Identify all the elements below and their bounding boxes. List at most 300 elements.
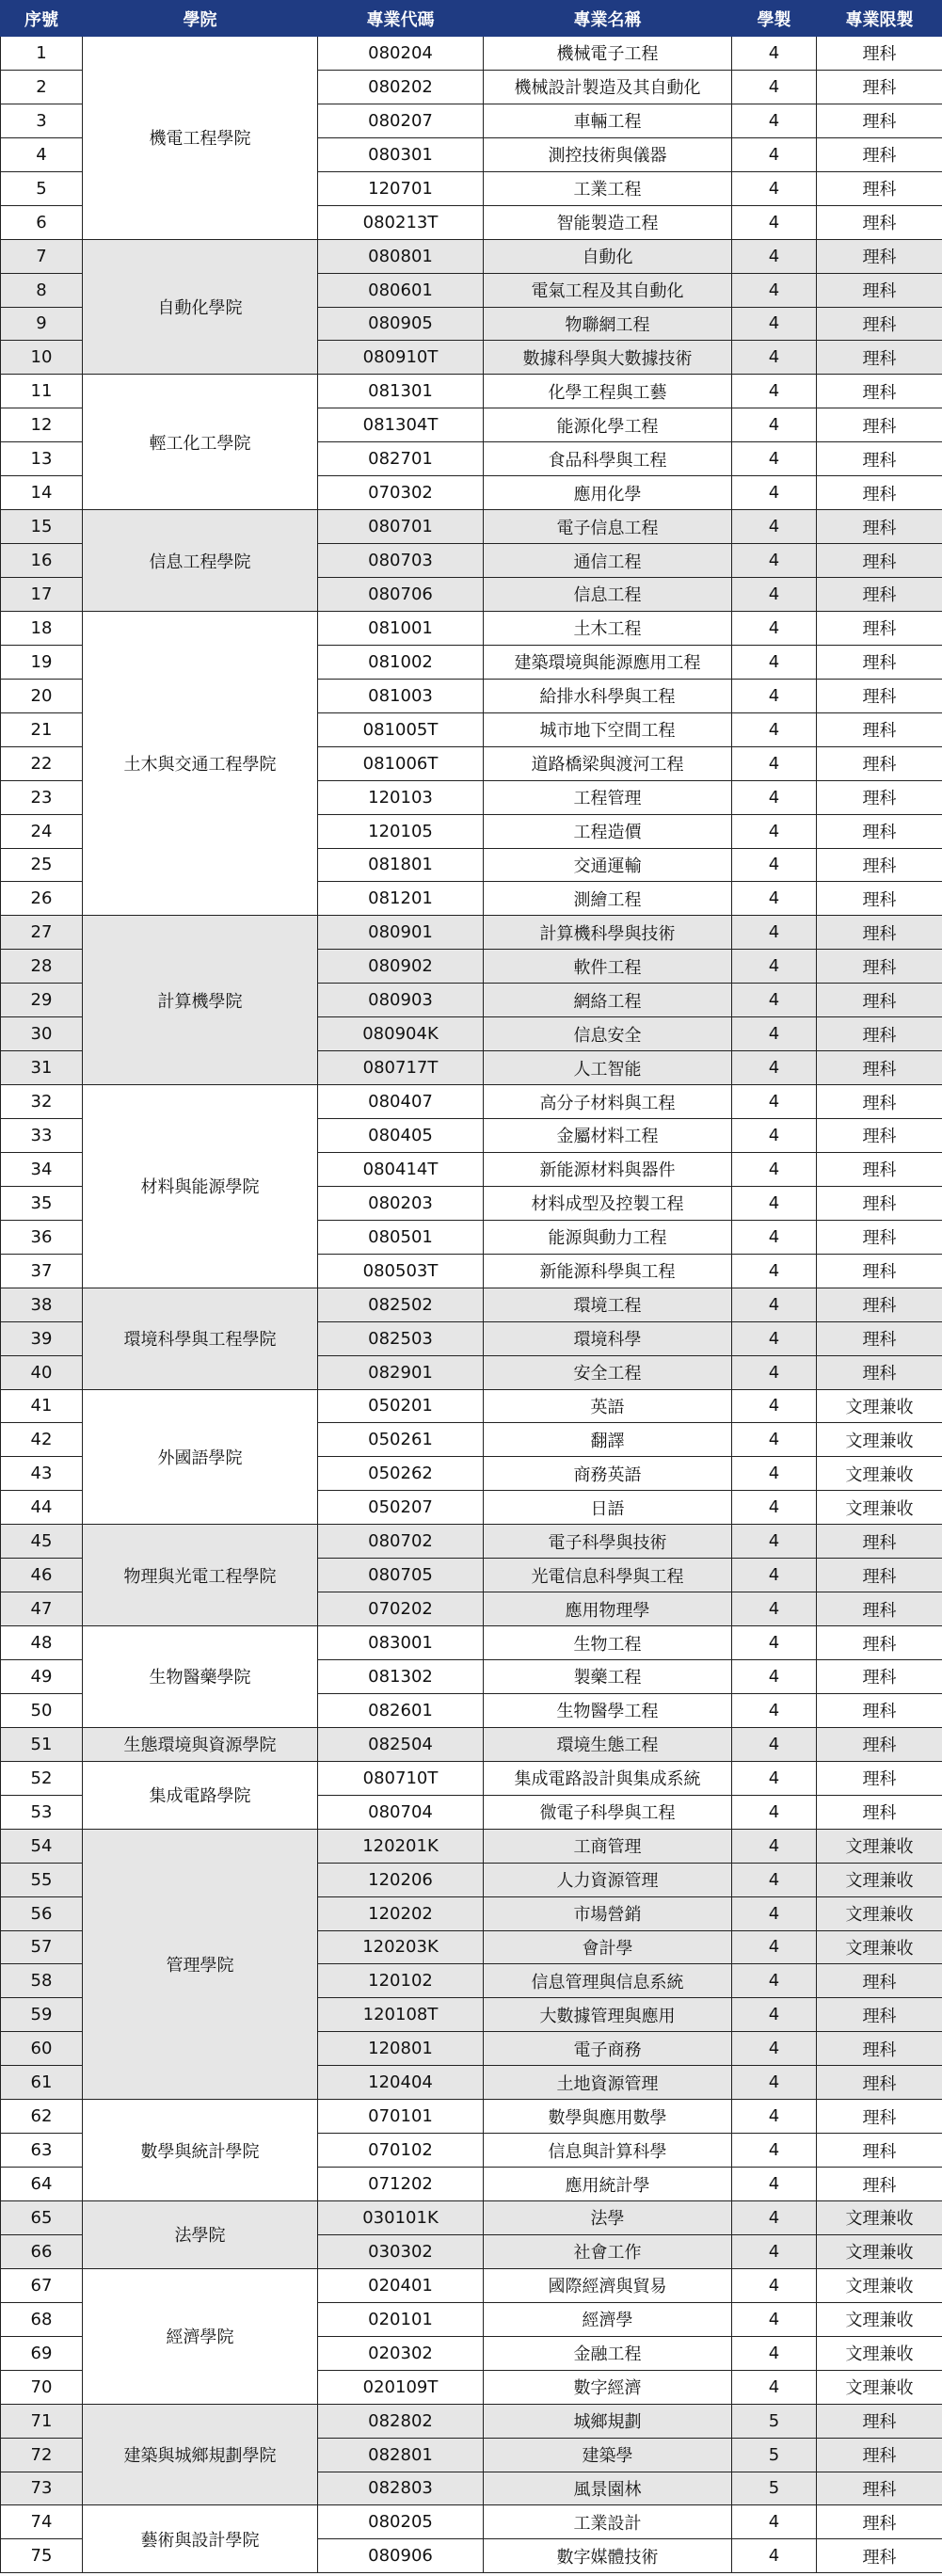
major-code: 080601 bbox=[318, 273, 484, 307]
table-row bbox=[1, 1761, 942, 1795]
major-code: 081201 bbox=[318, 882, 484, 916]
major-name: 應用統計學 bbox=[484, 2168, 732, 2201]
row-index: 16 bbox=[1, 544, 83, 578]
table-row bbox=[1, 2201, 942, 2235]
major-name: 市場營銷 bbox=[484, 1896, 732, 1930]
major-name: 集成電路設計與集成系統 bbox=[484, 1761, 732, 1795]
major-duration: 4 bbox=[732, 442, 817, 476]
major-restriction: 理科 bbox=[817, 679, 942, 712]
major-name: 物聯網工程 bbox=[484, 307, 732, 341]
college-name: 建築與城鄉規劃學院 bbox=[123, 2446, 277, 2467]
major-duration: 4 bbox=[732, 70, 817, 104]
major-code: 082802 bbox=[318, 2404, 484, 2438]
row-index: 21 bbox=[1, 712, 83, 746]
college-cell bbox=[83, 1727, 318, 1761]
college-name: 機電工程學院 bbox=[149, 129, 251, 150]
major-duration: 4 bbox=[732, 273, 817, 307]
major-duration: 4 bbox=[732, 1559, 817, 1592]
major-restriction: 理科 bbox=[817, 645, 942, 679]
major-code: 081302 bbox=[318, 1660, 484, 1694]
major-restriction: 理科 bbox=[817, 712, 942, 746]
major-name: 能源化學工程 bbox=[484, 408, 732, 442]
major-name: 光電信息科學與工程 bbox=[484, 1559, 732, 1592]
major-duration: 4 bbox=[732, 2234, 817, 2268]
row-index: 73 bbox=[1, 2472, 83, 2505]
row-index: 28 bbox=[1, 950, 83, 984]
major-name: 電氣工程及其自動化 bbox=[484, 273, 732, 307]
row-index: 74 bbox=[1, 2505, 83, 2539]
major-code: 120108T bbox=[318, 1998, 484, 2032]
table-row bbox=[1, 1626, 942, 1660]
row-index: 54 bbox=[1, 1829, 83, 1863]
row-index: 29 bbox=[1, 984, 83, 1017]
row-index: 4 bbox=[1, 137, 83, 171]
major-name: 電子科學與技術 bbox=[484, 1525, 732, 1559]
row-index: 6 bbox=[1, 205, 83, 239]
row-index: 32 bbox=[1, 1085, 83, 1119]
major-duration: 4 bbox=[732, 205, 817, 239]
row-index: 48 bbox=[1, 1626, 83, 1660]
major-restriction: 理科 bbox=[817, 510, 942, 544]
major-duration: 5 bbox=[732, 2404, 817, 2438]
major-duration: 4 bbox=[732, 2168, 817, 2201]
major-duration: 4 bbox=[732, 1321, 817, 1355]
major-code: 081001 bbox=[318, 611, 484, 645]
major-duration: 4 bbox=[732, 1998, 817, 2032]
major-code: 080204 bbox=[318, 37, 484, 71]
major-restriction: 理科 bbox=[817, 1288, 942, 1321]
major-code: 082502 bbox=[318, 1288, 484, 1321]
major-duration: 4 bbox=[732, 950, 817, 984]
college-name: 環境科學與工程學院 bbox=[123, 1330, 277, 1351]
major-name: 製藥工程 bbox=[484, 1660, 732, 1694]
college-cell bbox=[83, 37, 318, 240]
row-index: 30 bbox=[1, 1017, 83, 1051]
major-name: 風景園林 bbox=[484, 2472, 732, 2505]
college-cell bbox=[83, 1288, 318, 1389]
major-name: 安全工程 bbox=[484, 1355, 732, 1389]
major-duration: 4 bbox=[732, 1220, 817, 1254]
major-duration: 4 bbox=[732, 1288, 817, 1321]
major-restriction: 理科 bbox=[817, 1525, 942, 1559]
major-restriction: 理科 bbox=[817, 2438, 942, 2472]
major-duration: 4 bbox=[732, 2201, 817, 2235]
row-index: 36 bbox=[1, 1220, 83, 1254]
row-index: 63 bbox=[1, 2134, 83, 2168]
row-index: 72 bbox=[1, 2438, 83, 2472]
major-duration: 4 bbox=[732, 408, 817, 442]
row-index: 64 bbox=[1, 2168, 83, 2201]
table-row bbox=[1, 1288, 942, 1321]
major-restriction: 理科 bbox=[817, 1017, 942, 1051]
major-restriction: 理科 bbox=[817, 273, 942, 307]
major-restriction: 理科 bbox=[817, 2066, 942, 2100]
college-name: 材料與能源學院 bbox=[140, 1177, 260, 1198]
major-name: 軟件工程 bbox=[484, 950, 732, 984]
major-restriction: 文理兼收 bbox=[817, 2370, 942, 2404]
college-name: 經濟學院 bbox=[166, 2328, 234, 2348]
major-duration: 4 bbox=[732, 578, 817, 612]
row-index: 52 bbox=[1, 1761, 83, 1795]
major-restriction: 理科 bbox=[817, 2539, 942, 2573]
major-name: 人力資源管理 bbox=[484, 1863, 732, 1896]
row-index: 44 bbox=[1, 1491, 83, 1525]
major-code: 080801 bbox=[318, 239, 484, 273]
major-restriction: 理科 bbox=[817, 476, 942, 510]
row-index: 46 bbox=[1, 1559, 83, 1592]
major-code: 080710T bbox=[318, 1761, 484, 1795]
major-name: 通信工程 bbox=[484, 544, 732, 578]
major-code: 080202 bbox=[318, 70, 484, 104]
major-restriction: 理科 bbox=[817, 1592, 942, 1626]
major-name: 土木工程 bbox=[484, 611, 732, 645]
major-restriction: 理科 bbox=[817, 37, 942, 71]
major-name: 建築學 bbox=[484, 2438, 732, 2472]
row-index: 25 bbox=[1, 848, 83, 882]
row-index: 53 bbox=[1, 1795, 83, 1829]
major-restriction: 理科 bbox=[817, 1559, 942, 1592]
row-index: 11 bbox=[1, 375, 83, 408]
row-index: 22 bbox=[1, 746, 83, 780]
college-cell bbox=[83, 1761, 318, 1829]
row-index: 20 bbox=[1, 679, 83, 712]
row-index: 7 bbox=[1, 239, 83, 273]
row-index: 59 bbox=[1, 1998, 83, 2032]
major-duration: 4 bbox=[732, 2539, 817, 2573]
row-index: 69 bbox=[1, 2336, 83, 2370]
college-name: 集成電路學院 bbox=[149, 1786, 251, 1807]
college-name: 數學與統計學院 bbox=[140, 2141, 260, 2162]
table-body bbox=[1, 37, 942, 2573]
row-index: 18 bbox=[1, 611, 83, 645]
major-code: 120801 bbox=[318, 2032, 484, 2066]
college-cell bbox=[83, 239, 318, 375]
major-code: 030101K bbox=[318, 2201, 484, 2235]
major-code: 070202 bbox=[318, 1592, 484, 1626]
major-name: 工程造價 bbox=[484, 814, 732, 848]
major-restriction: 文理兼收 bbox=[817, 1457, 942, 1491]
major-restriction: 理科 bbox=[817, 408, 942, 442]
major-name: 機械設計製造及其自動化 bbox=[484, 70, 732, 104]
major-restriction: 理科 bbox=[817, 1761, 942, 1795]
major-duration: 4 bbox=[732, 171, 817, 205]
major-name: 測繪工程 bbox=[484, 882, 732, 916]
major-name: 化學工程與工藝 bbox=[484, 375, 732, 408]
major-restriction: 理科 bbox=[817, 1254, 942, 1288]
major-duration: 4 bbox=[732, 1389, 817, 1423]
major-code: 050207 bbox=[318, 1491, 484, 1525]
major-name: 金融工程 bbox=[484, 2336, 732, 2370]
major-name: 金屬材料工程 bbox=[484, 1119, 732, 1153]
row-index: 49 bbox=[1, 1660, 83, 1694]
major-code: 050262 bbox=[318, 1457, 484, 1491]
row-index: 43 bbox=[1, 1457, 83, 1491]
major-code: 082503 bbox=[318, 1321, 484, 1355]
major-name: 信息與計算科學 bbox=[484, 2134, 732, 2168]
college-cell bbox=[83, 2268, 318, 2404]
major-name: 國際經濟與貿易 bbox=[484, 2268, 732, 2302]
college-name: 法學院 bbox=[174, 2226, 226, 2247]
major-code: 120105 bbox=[318, 814, 484, 848]
row-index: 8 bbox=[1, 273, 83, 307]
row-index: 42 bbox=[1, 1423, 83, 1457]
major-restriction: 理科 bbox=[817, 1051, 942, 1085]
college-cell bbox=[83, 1389, 318, 1525]
major-code: 080407 bbox=[318, 1085, 484, 1119]
major-duration: 4 bbox=[732, 1829, 817, 1863]
table-row bbox=[1, 1525, 942, 1559]
major-name: 工業工程 bbox=[484, 171, 732, 205]
major-name: 環境工程 bbox=[484, 1288, 732, 1321]
row-index: 35 bbox=[1, 1186, 83, 1220]
header-college: 學院 bbox=[83, 1, 318, 37]
major-restriction: 文理兼收 bbox=[817, 1829, 942, 1863]
major-duration: 4 bbox=[732, 916, 817, 950]
major-restriction: 理科 bbox=[817, 442, 942, 476]
major-duration: 4 bbox=[732, 1761, 817, 1795]
major-name: 環境科學 bbox=[484, 1321, 732, 1355]
college-cell bbox=[83, 1829, 318, 2100]
major-duration: 4 bbox=[732, 1863, 817, 1896]
college-name: 計算機學院 bbox=[157, 991, 243, 1012]
row-index: 24 bbox=[1, 814, 83, 848]
major-restriction: 文理兼收 bbox=[817, 1491, 942, 1525]
row-index: 34 bbox=[1, 1152, 83, 1186]
major-duration: 4 bbox=[732, 544, 817, 578]
major-restriction: 文理兼收 bbox=[817, 1863, 942, 1896]
major-code: 120103 bbox=[318, 780, 484, 814]
major-name: 信息工程 bbox=[484, 578, 732, 612]
major-code: 080405 bbox=[318, 1119, 484, 1153]
college-name: 外國語學院 bbox=[157, 1448, 243, 1468]
major-code: 082601 bbox=[318, 1693, 484, 1727]
major-duration: 4 bbox=[732, 984, 817, 1017]
major-code: 080904K bbox=[318, 1017, 484, 1051]
college-cell bbox=[83, 375, 318, 510]
major-restriction: 文理兼收 bbox=[817, 1896, 942, 1930]
row-index: 3 bbox=[1, 104, 83, 137]
major-duration: 5 bbox=[732, 2472, 817, 2505]
major-duration: 4 bbox=[732, 2134, 817, 2168]
major-restriction: 理科 bbox=[817, 1964, 942, 1998]
major-name: 車輛工程 bbox=[484, 104, 732, 137]
major-duration: 4 bbox=[732, 341, 817, 375]
major-duration: 4 bbox=[732, 1119, 817, 1153]
major-duration: 4 bbox=[732, 1592, 817, 1626]
college-name: 生態環境與資源學院 bbox=[123, 1736, 277, 1756]
major-restriction: 理科 bbox=[817, 2505, 942, 2539]
major-code: 080207 bbox=[318, 104, 484, 137]
major-duration: 4 bbox=[732, 1660, 817, 1694]
major-code: 050201 bbox=[318, 1389, 484, 1423]
major-name: 工商管理 bbox=[484, 1829, 732, 1863]
major-restriction: 文理兼收 bbox=[817, 2201, 942, 2235]
major-code: 080703 bbox=[318, 544, 484, 578]
major-code: 080902 bbox=[318, 950, 484, 984]
major-restriction: 理科 bbox=[817, 1152, 942, 1186]
major-code: 080205 bbox=[318, 2505, 484, 2539]
table-row bbox=[1, 916, 942, 950]
major-restriction: 理科 bbox=[817, 1220, 942, 1254]
major-name: 給排水科學與工程 bbox=[484, 679, 732, 712]
table-header bbox=[1, 1, 942, 37]
major-code: 081005T bbox=[318, 712, 484, 746]
major-name: 應用化學 bbox=[484, 476, 732, 510]
row-index: 1 bbox=[1, 37, 83, 71]
major-name: 日語 bbox=[484, 1491, 732, 1525]
major-duration: 4 bbox=[732, 137, 817, 171]
major-duration: 4 bbox=[732, 2336, 817, 2370]
major-name: 機械電子工程 bbox=[484, 37, 732, 71]
college-cell bbox=[83, 916, 318, 1085]
row-index: 33 bbox=[1, 1119, 83, 1153]
row-index: 60 bbox=[1, 2032, 83, 2066]
major-restriction: 理科 bbox=[817, 1626, 942, 1660]
major-restriction: 理科 bbox=[817, 1998, 942, 2032]
header-major-code: 專業代碼 bbox=[318, 1, 484, 37]
row-index: 2 bbox=[1, 70, 83, 104]
table-row bbox=[1, 1829, 942, 1863]
major-name: 應用物理學 bbox=[484, 1592, 732, 1626]
row-index: 57 bbox=[1, 1930, 83, 1964]
major-code: 080706 bbox=[318, 578, 484, 612]
major-code: 080705 bbox=[318, 1559, 484, 1592]
header-restriction: 專業限製 bbox=[817, 1, 942, 37]
major-restriction: 理科 bbox=[817, 1727, 942, 1761]
row-index: 13 bbox=[1, 442, 83, 476]
major-code: 030302 bbox=[318, 2234, 484, 2268]
college-cell bbox=[83, 1525, 318, 1626]
major-restriction: 文理兼收 bbox=[817, 2336, 942, 2370]
major-restriction: 理科 bbox=[817, 746, 942, 780]
major-duration: 4 bbox=[732, 307, 817, 341]
table-row bbox=[1, 1727, 942, 1761]
major-name: 交通運輸 bbox=[484, 848, 732, 882]
major-name: 微電子科學與工程 bbox=[484, 1795, 732, 1829]
major-name: 測控技術與儀器 bbox=[484, 137, 732, 171]
row-index: 70 bbox=[1, 2370, 83, 2404]
college-name: 物理與光電工程學院 bbox=[123, 1566, 277, 1587]
major-duration: 4 bbox=[732, 375, 817, 408]
major-restriction: 理科 bbox=[817, 2134, 942, 2168]
table-row bbox=[1, 611, 942, 645]
college-name: 土木與交通工程學院 bbox=[123, 755, 277, 776]
major-restriction: 理科 bbox=[817, 171, 942, 205]
major-code: 050261 bbox=[318, 1423, 484, 1457]
major-restriction: 文理兼收 bbox=[817, 1930, 942, 1964]
major-code: 081006T bbox=[318, 746, 484, 780]
major-duration: 4 bbox=[732, 2370, 817, 2404]
major-code: 080414T bbox=[318, 1152, 484, 1186]
major-code: 082901 bbox=[318, 1355, 484, 1389]
major-duration: 4 bbox=[732, 1896, 817, 1930]
major-code: 080901 bbox=[318, 916, 484, 950]
major-duration: 4 bbox=[732, 1355, 817, 1389]
major-duration: 5 bbox=[732, 2438, 817, 2472]
major-duration: 4 bbox=[732, 2505, 817, 2539]
major-name: 翻譯 bbox=[484, 1423, 732, 1457]
major-name: 人工智能 bbox=[484, 1051, 732, 1085]
row-index: 27 bbox=[1, 916, 83, 950]
row-index: 68 bbox=[1, 2302, 83, 2336]
major-restriction: 理科 bbox=[817, 1321, 942, 1355]
major-name: 信息管理與信息系統 bbox=[484, 1964, 732, 1998]
major-code: 080704 bbox=[318, 1795, 484, 1829]
row-index: 31 bbox=[1, 1051, 83, 1085]
major-duration: 4 bbox=[732, 882, 817, 916]
row-index: 39 bbox=[1, 1321, 83, 1355]
major-duration: 4 bbox=[732, 679, 817, 712]
major-restriction: 理科 bbox=[817, 1693, 942, 1727]
major-restriction: 理科 bbox=[817, 1085, 942, 1119]
major-code: 020302 bbox=[318, 2336, 484, 2370]
row-index: 38 bbox=[1, 1288, 83, 1321]
row-index: 5 bbox=[1, 171, 83, 205]
major-code: 080213T bbox=[318, 205, 484, 239]
major-name: 數學與應用數學 bbox=[484, 2100, 732, 2134]
major-restriction: 理科 bbox=[817, 1119, 942, 1153]
major-restriction: 理科 bbox=[817, 104, 942, 137]
header-duration: 學製 bbox=[732, 1, 817, 37]
row-index: 66 bbox=[1, 2234, 83, 2268]
college-name: 輕工化工學院 bbox=[149, 433, 251, 454]
major-code: 081801 bbox=[318, 848, 484, 882]
major-name: 英語 bbox=[484, 1389, 732, 1423]
major-code: 020109T bbox=[318, 2370, 484, 2404]
major-code: 020101 bbox=[318, 2302, 484, 2336]
major-duration: 4 bbox=[732, 746, 817, 780]
major-name: 生物工程 bbox=[484, 1626, 732, 1660]
major-duration: 4 bbox=[732, 1491, 817, 1525]
major-duration: 4 bbox=[732, 611, 817, 645]
major-code: 071202 bbox=[318, 2168, 484, 2201]
major-name: 生物醫學工程 bbox=[484, 1693, 732, 1727]
major-restriction: 文理兼收 bbox=[817, 1423, 942, 1457]
major-name: 建築環境與能源應用工程 bbox=[484, 645, 732, 679]
major-code: 080903 bbox=[318, 984, 484, 1017]
major-name: 環境生態工程 bbox=[484, 1727, 732, 1761]
college-name: 自動化學院 bbox=[157, 298, 243, 318]
table-row bbox=[1, 510, 942, 544]
major-name: 土地資源管理 bbox=[484, 2066, 732, 2100]
major-duration: 4 bbox=[732, 1051, 817, 1085]
major-restriction: 文理兼收 bbox=[817, 2268, 942, 2302]
major-duration: 4 bbox=[732, 1254, 817, 1288]
major-duration: 4 bbox=[732, 848, 817, 882]
major-name: 大數據管理與應用 bbox=[484, 1998, 732, 2032]
major-restriction: 理科 bbox=[817, 882, 942, 916]
row-index: 62 bbox=[1, 2100, 83, 2134]
row-index: 45 bbox=[1, 1525, 83, 1559]
major-restriction: 理科 bbox=[817, 1660, 942, 1694]
major-name: 城市地下空間工程 bbox=[484, 712, 732, 746]
row-index: 17 bbox=[1, 578, 83, 612]
major-name: 食品科學與工程 bbox=[484, 442, 732, 476]
major-name: 城鄉規劃 bbox=[484, 2404, 732, 2438]
major-duration: 4 bbox=[732, 1423, 817, 1457]
major-code: 070102 bbox=[318, 2134, 484, 2168]
major-duration: 4 bbox=[732, 2066, 817, 2100]
major-name: 材料成型及控製工程 bbox=[484, 1186, 732, 1220]
major-duration: 4 bbox=[732, 2302, 817, 2336]
major-duration: 4 bbox=[732, 712, 817, 746]
major-restriction: 理科 bbox=[817, 848, 942, 882]
major-restriction: 理科 bbox=[817, 2168, 942, 2201]
college-cell bbox=[83, 510, 318, 612]
major-code: 082701 bbox=[318, 442, 484, 476]
major-restriction: 理科 bbox=[817, 1186, 942, 1220]
major-code: 120203K bbox=[318, 1930, 484, 1964]
